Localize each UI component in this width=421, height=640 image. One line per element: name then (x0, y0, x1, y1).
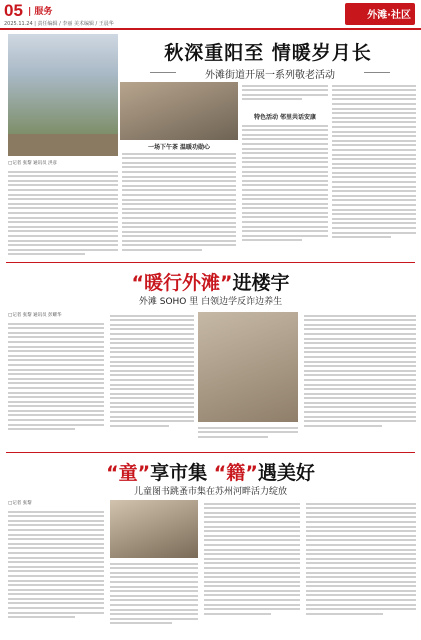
section-logo (345, 3, 415, 25)
story3-byline: □记者 张黎 (8, 501, 32, 506)
story2-headline-highlight: 暖行外滩 (143, 272, 220, 294)
story3-highlight-child: 童 (118, 462, 138, 484)
story3-highlight-book: 籍 (226, 462, 246, 484)
story2-subheadline: 外滩 SOHO 里 白领边学反诈边养生 (138, 297, 283, 307)
page-masthead (0, 0, 421, 30)
story1-subhead-activity: 特色活动 邻里共话安康 (253, 114, 317, 121)
story3-body-col2 (110, 560, 198, 636)
story3-headline-tail: 遇美好 (257, 462, 315, 484)
story3-body-col4 (306, 500, 416, 636)
story3-photo-market (110, 500, 198, 558)
story1-photo-group (120, 82, 238, 140)
story3-body-col1 (8, 508, 104, 636)
story1-byline: □记者 张黎 通讯员 洪彦 (8, 161, 58, 166)
story2-body-col1 (8, 320, 104, 448)
story3-quote-1: “ (106, 462, 119, 484)
story1-body-col4 (332, 82, 416, 260)
story1-body-col2 (122, 150, 236, 260)
story1-subhead-tea: 一场下午茶 温暖功勋心 (147, 144, 211, 151)
issue-meta: 2025.11.24 | 责任编辑 / 李丽 美术编辑 / 王晨华 (4, 21, 114, 27)
story3-subheadline: 儿童图书跳蚤市集在苏州河畔活力绽放 (133, 487, 287, 497)
story3-quote-2: ” (137, 462, 151, 484)
story1-body-col3b (242, 122, 328, 260)
story1-subheadline: 外滩街道开展一系列敬老活动 (150, 66, 390, 81)
section-name: | 服务 (28, 7, 53, 17)
story3-quote-3: “ (213, 462, 227, 484)
story1-body-col3 (242, 82, 328, 112)
story1-body-col1 (8, 168, 118, 260)
story2-headline-tail: 进楼宇 (232, 272, 290, 294)
story2-body-col3 (198, 424, 298, 448)
story3-headline-mid: 享市集 (150, 462, 214, 484)
page-number: 05 (4, 1, 23, 20)
hero-photo-building (8, 34, 118, 134)
story2-body-col2 (110, 312, 194, 448)
story2-body-col4 (304, 312, 416, 448)
section-logo-text: 外滩·社区 (367, 10, 411, 21)
hero-photo-event (8, 134, 118, 156)
section-divider-2 (6, 452, 415, 453)
story2-close-quote: ” (220, 272, 233, 294)
story1-headline: 秋深重阳至 情暖岁月长 (164, 42, 372, 64)
story3-quote-4: ” (245, 462, 258, 484)
story2-byline: □记者 张黎 通讯员 彭耀华 (8, 313, 62, 318)
story2-headline (6, 268, 415, 295)
section-divider-1 (6, 262, 415, 263)
story2-open-quote: “ (131, 272, 144, 294)
story2-photo-lecture (198, 312, 298, 422)
story3-body-col3 (204, 500, 300, 636)
story3-headline (6, 458, 415, 485)
